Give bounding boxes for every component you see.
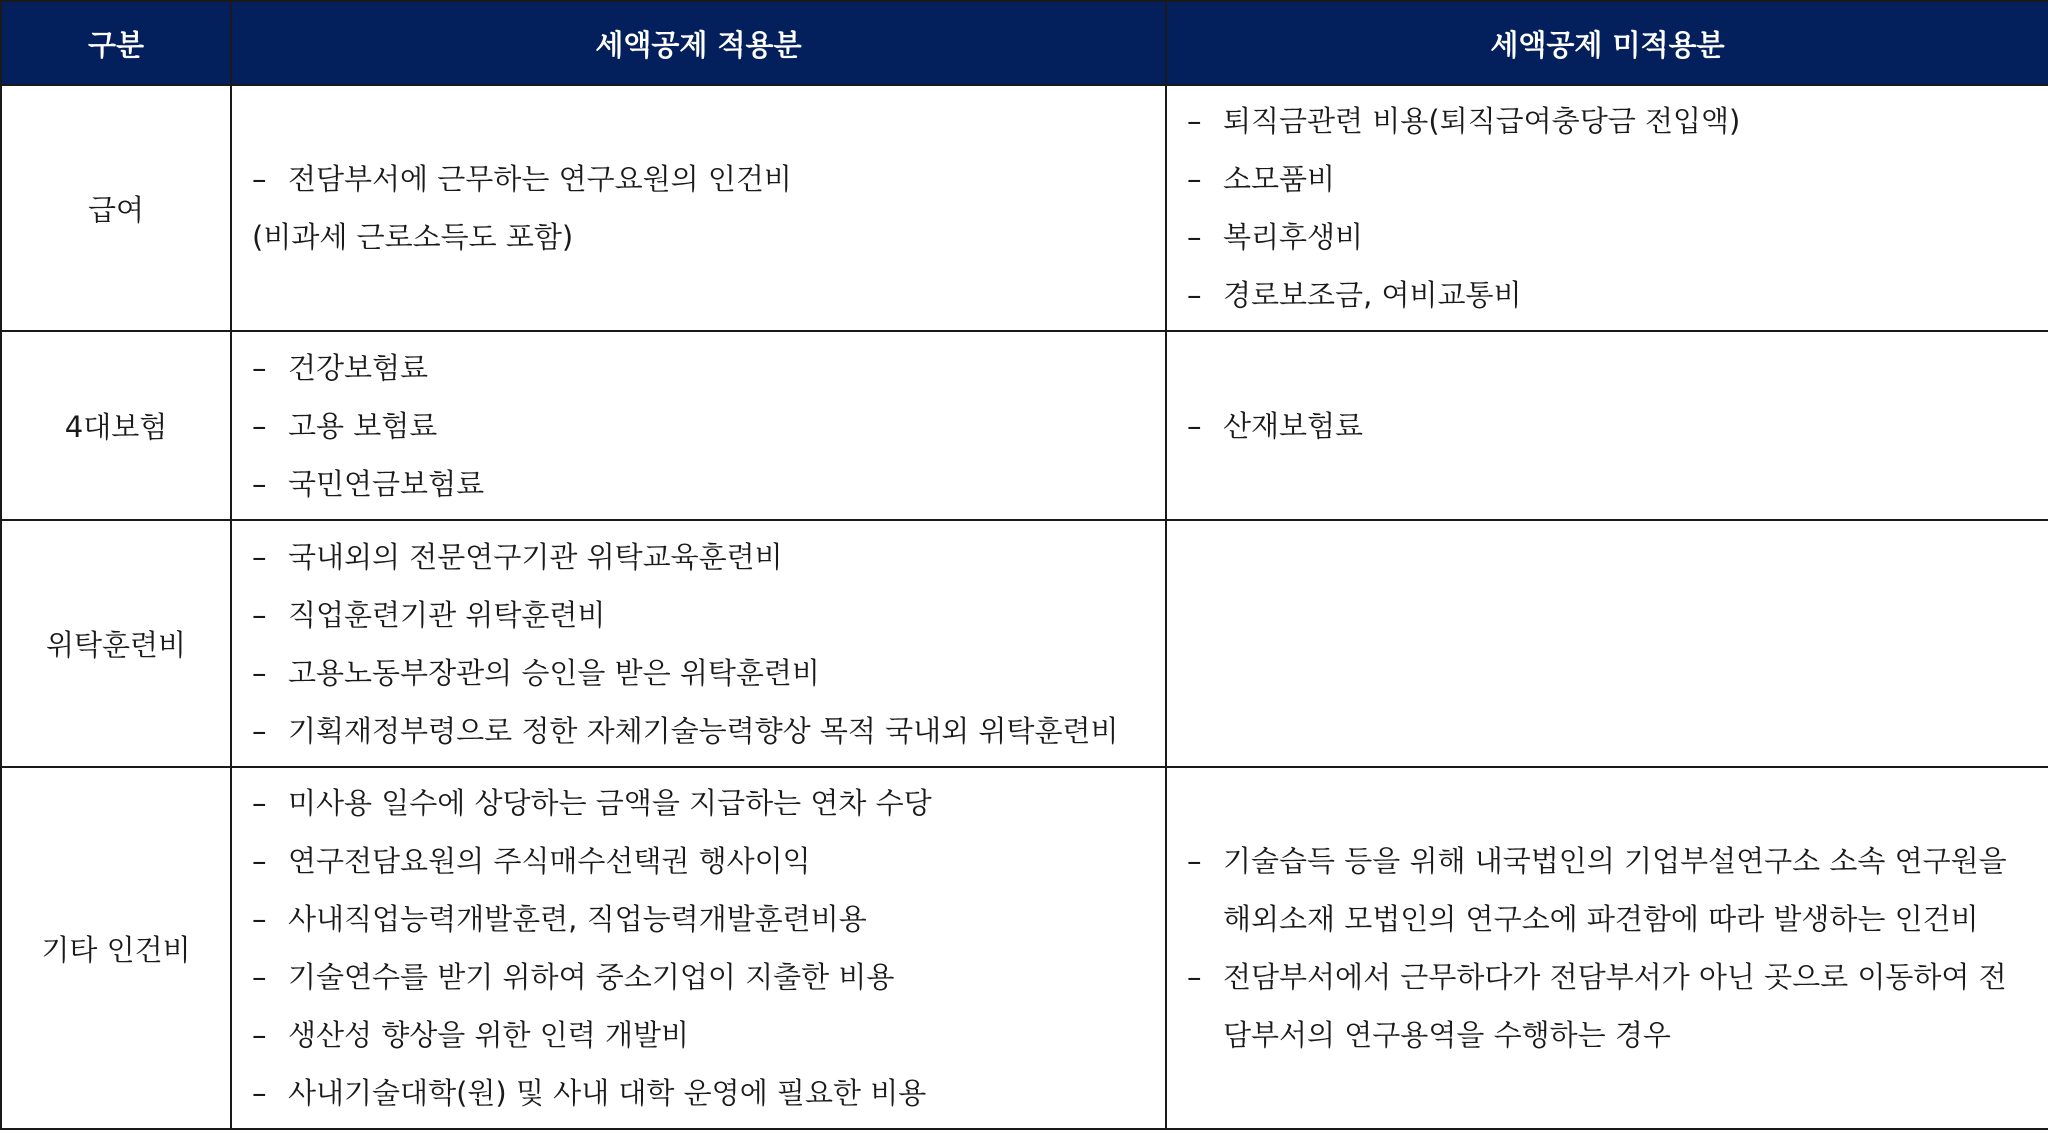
item-text: 기획재정부령으로 정한 자체기술능력향상 목적 국내외 위탁훈련비 [288, 713, 1119, 748]
table-row [1, 331, 2048, 520]
list-item [252, 150, 1145, 208]
item-text: 미사용 일수에 상당하는 금액을 지급하는 연차 수당 [288, 786, 932, 820]
table-header-row [1, 1, 2048, 85]
bullet-dash: – [252, 786, 267, 820]
item-text: 직업훈련기관 위탁훈련비 [288, 597, 606, 632]
header-category: 구분 [1, 1, 231, 85]
bullet-dash: – [252, 597, 267, 632]
item-text: 국내외의 전문연구기관 위탁교육훈련비 [288, 539, 783, 574]
bullet-dash: – [252, 655, 267, 690]
applied-cell [231, 331, 1166, 520]
applied-cell [231, 520, 1166, 767]
bullet-dash: – [252, 844, 267, 878]
bullet-dash: – [1187, 162, 1202, 196]
bullet-dash: – [252, 162, 267, 196]
list-item [1187, 92, 2028, 150]
item-text: 퇴직금관련 비용(퇴직급여충당금 전입액) [1223, 104, 1741, 138]
bullet-dash: – [1187, 844, 1202, 878]
list-item [252, 832, 1145, 890]
list-item [252, 1064, 1145, 1122]
item-continuation: 해외소재 모법인의 연구소에 파견함에 따라 발생하는 인건비 [1223, 902, 1979, 936]
bullet-dash: – [252, 902, 267, 936]
list-item [252, 644, 1145, 702]
bullet-dash: – [252, 408, 267, 443]
not-applied-cell [1166, 520, 2048, 767]
list-item [1187, 208, 2028, 266]
item-text: 전담부서에 근무하는 연구요원의 인건비 [288, 162, 792, 196]
list-item [252, 774, 1145, 832]
table-row [1, 85, 2048, 331]
item-continuation: 담부서의 연구용역을 수행하는 경우 [1223, 1018, 1671, 1052]
not-applied-cell [1166, 767, 2048, 1129]
list-item [252, 890, 1145, 948]
item-text: 생산성 향상을 위한 인력 개발비 [288, 1018, 690, 1052]
header-not-applied: 세액공제 미적용분 [1166, 1, 2048, 85]
not-applied-cell [1166, 85, 2048, 331]
list-item [252, 339, 1145, 397]
row-category: 위탁훈련비 [1, 520, 231, 767]
row-category: 급여 [1, 85, 231, 331]
item-text: 사내기술대학(원) 및 사내 대학 운영에 필요한 비용 [288, 1076, 927, 1110]
bullet-dash: – [252, 350, 267, 385]
item-text: 복리후생비 [1223, 220, 1364, 254]
list-item [1187, 397, 2028, 455]
list-item [252, 397, 1145, 455]
bullet-dash: – [1187, 104, 1202, 138]
list-item [252, 948, 1145, 1006]
not-applied-cell [1166, 331, 2048, 520]
list-item [1187, 150, 2028, 208]
list-item [1187, 266, 2028, 324]
applied-cell [231, 767, 1166, 1129]
table-row [1, 767, 2048, 1129]
item-text: 국민연금보험료 [288, 466, 485, 501]
item-text: 전담부서에서 근무하다가 전담부서가 아닌 곳으로 이동하여 전 [1223, 960, 2007, 994]
item-text: 고용노동부장관의 승인을 받은 위탁훈련비 [288, 655, 820, 690]
list-item [252, 528, 1145, 586]
table-row [1, 520, 2048, 767]
list-item [252, 1006, 1145, 1064]
bullet-dash: – [1187, 220, 1202, 254]
item-text: 소모품비 [1223, 162, 1336, 196]
item-continuation: (비과세 근로소득도 포함) [252, 220, 574, 254]
item-text: 경로보조금, 여비교통비 [1223, 278, 1522, 312]
row-category: 4대보험 [1, 331, 231, 520]
bullet-dash: – [1187, 960, 1202, 994]
list-item [252, 586, 1145, 644]
item-text: 기술습득 등을 위해 내국법인의 기업부설연구소 소속 연구원을 [1223, 844, 2007, 878]
row-category: 기타 인건비 [1, 767, 231, 1129]
list-item [252, 702, 1145, 760]
bullet-dash: – [1187, 408, 1202, 443]
applied-cell [231, 85, 1166, 331]
list-item [252, 455, 1145, 513]
bullet-dash: – [252, 1018, 267, 1052]
item-text: 연구전담요원의 주식매수선택권 행사이익 [288, 844, 811, 878]
bullet-dash: – [252, 539, 267, 574]
bullet-dash: – [252, 1076, 267, 1110]
header-applied: 세액공제 적용분 [231, 1, 1166, 85]
bullet-dash: – [252, 466, 267, 501]
item-text: 고용 보험료 [288, 408, 438, 443]
bullet-dash: – [1187, 278, 1202, 312]
item-text: 산재보험료 [1223, 408, 1364, 443]
item-text: 건강보험료 [288, 350, 429, 385]
item-text: 기술연수를 받기 위하여 중소기업이 지출한 비용 [288, 960, 895, 994]
list-item [1187, 948, 2028, 1006]
bullet-dash: – [252, 713, 267, 748]
bullet-dash: – [252, 960, 267, 994]
list-item [1187, 832, 2028, 890]
item-text: 사내직업능력개발훈련, 직업능력개발훈련비용 [288, 902, 867, 936]
